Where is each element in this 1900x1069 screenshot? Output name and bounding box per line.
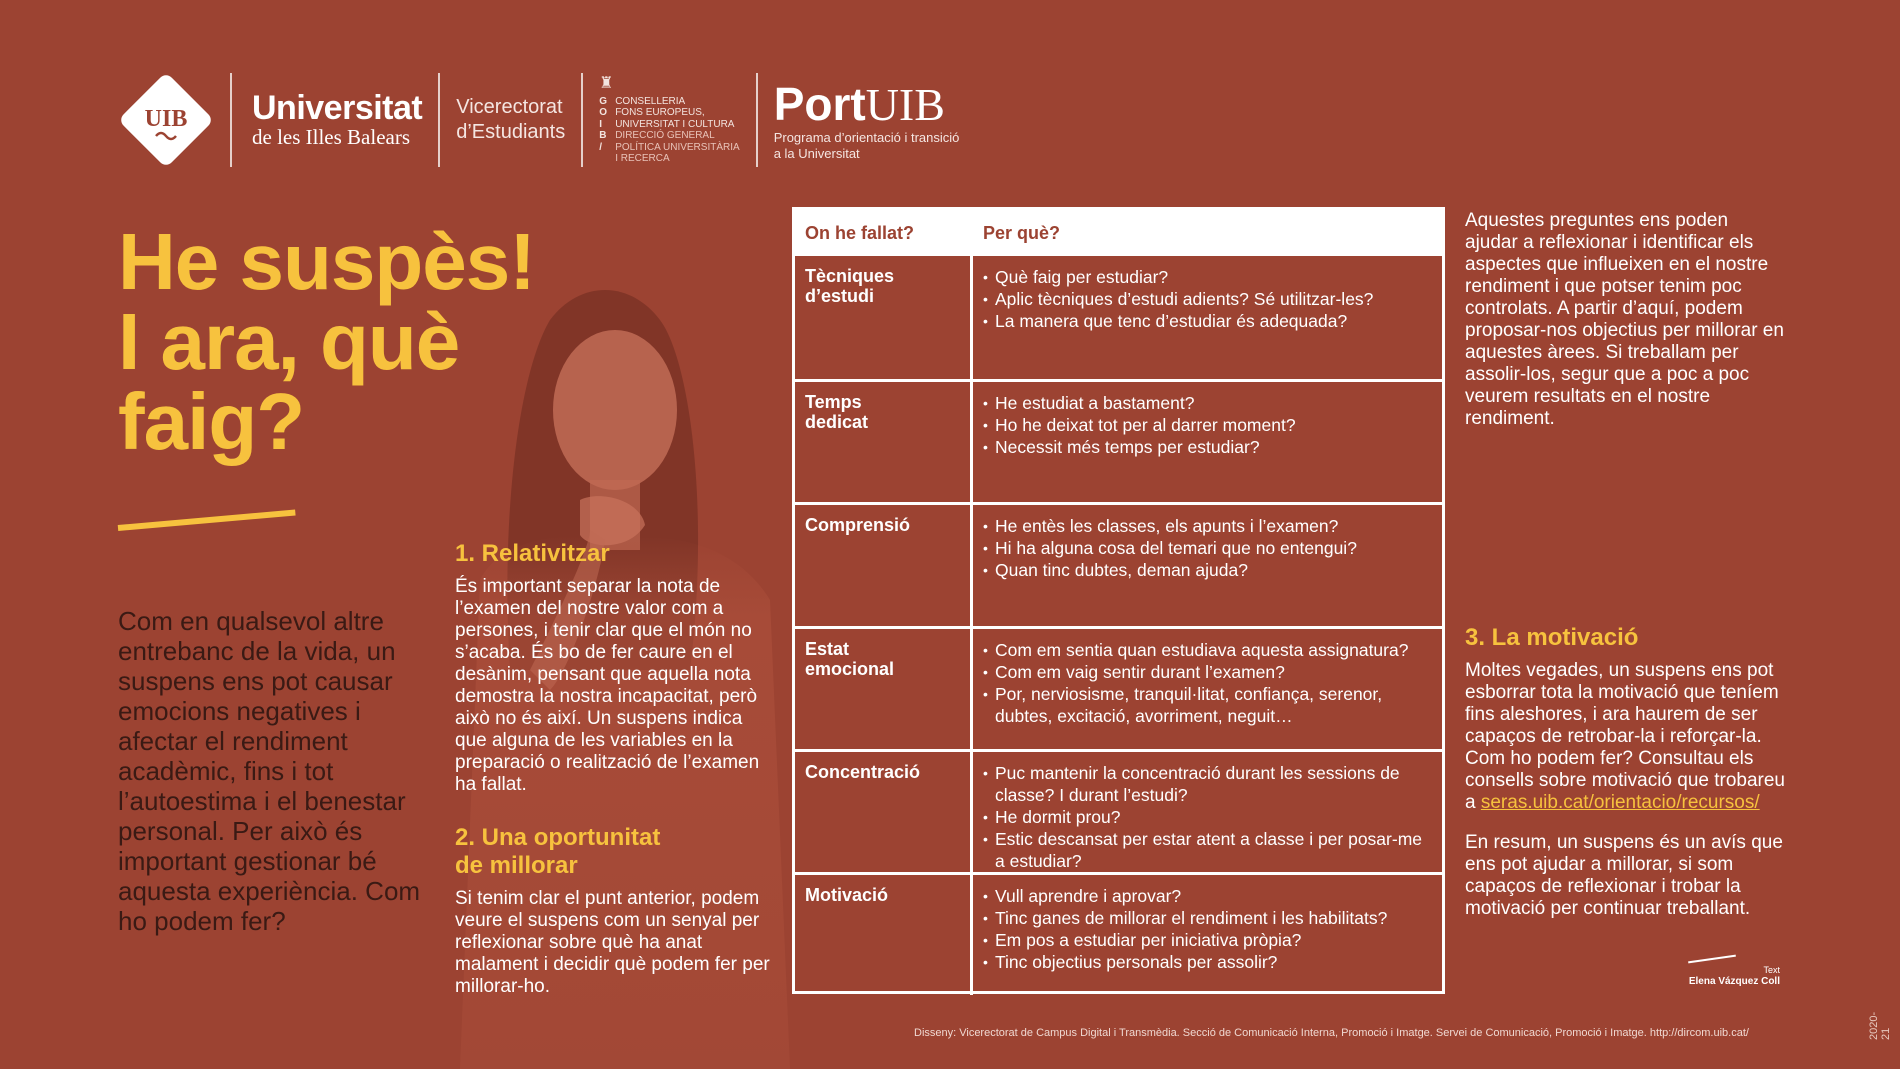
- headline: [118, 217, 558, 466]
- table-row-label: [795, 752, 973, 872]
- design-footer: Disseny: Vicerectorat de Campus Digital i Transmèdia. Secció de Comunicació Interna, Promoció i Imatge. Servei de Comunicació, Promoció i Imatge. http://dircom.uib.cat/: [914, 1027, 1749, 1039]
- question-item: • Què faig per estudiar?: [983, 266, 1432, 288]
- govern-letter: /: [599, 141, 602, 153]
- row-label-line2: dedicat: [805, 412, 869, 433]
- portuib-title: PortUIB: [773, 77, 945, 130]
- table-row-questions: [973, 752, 1442, 872]
- section2-title: [455, 824, 775, 880]
- year-label: 2020-21: [1868, 1011, 1892, 1040]
- row-label-line1: Comprensió: [805, 515, 911, 536]
- resources-link[interactable]: seras.uib.cat/orientacio/recursos/: [1480, 792, 1760, 813]
- question-item: • Ho he deixat tot per al darrer moment?: [983, 414, 1432, 436]
- question-item: • He dormit prou?: [983, 806, 1432, 828]
- table-row: [795, 872, 1442, 995]
- header-divider: [581, 73, 583, 167]
- table-header-col2: Per què?: [983, 222, 1061, 243]
- section1-body: És important separar la nota de l’examen del nostre valor com a persones, i tenir clar que el món no s’acaba. És bo de fer caure en el desànim, pensant que aquella nota demostra la nostra incapacitat, però això no és així. Un suspens indica que alguna de les variables en la preparació o realització de l’examen ha fallat.: [455, 576, 760, 795]
- portuib-logo: [774, 79, 960, 162]
- question-item: • Tinc ganes de millorar el rendiment i les habilitats?: [983, 907, 1432, 929]
- table-body: [795, 256, 1442, 995]
- question-item: • Por, nerviosisme, tranquil·litat, confiança, serenor, dubtes, excitació, avorriment, neguit…: [983, 683, 1432, 727]
- section3-summary: En resum, un suspens és un avís que ens pot ajudar a millorar, si som capaços de reflexionar i trobar la motivació per continuar treballant.: [1465, 832, 1783, 919]
- govern-letter: O: [599, 107, 607, 118]
- credit-divider: [1688, 955, 1736, 964]
- vicerectorat-line2: d’Estudiants: [456, 121, 566, 143]
- row-label-line1: Concentració: [805, 761, 921, 782]
- uib-logo-text: UIB: [144, 106, 188, 132]
- question-item: • Estic descansat per estar atent a classe i per posar-me a estudiar?: [983, 828, 1432, 872]
- section1-title: 1. Relativitzar: [455, 540, 610, 567]
- university-name-line1: Universitat: [252, 89, 423, 127]
- headline-line2: I ara, què: [118, 297, 460, 386]
- question-item: • Tinc objectius personals per assolir?: [983, 951, 1432, 973]
- row-label-line1: Temps: [805, 392, 862, 413]
- question-item: • He estudiat a bastament?: [983, 392, 1432, 414]
- table-header: [795, 210, 1442, 256]
- vicerectorat: [456, 95, 565, 145]
- headline-line1: He suspès!: [118, 217, 535, 306]
- govern-line: FONS EUROPEUS,: [615, 107, 705, 118]
- table-row-label: [795, 505, 973, 625]
- govern-lines: [615, 96, 739, 165]
- row-label-line1: Estat: [805, 638, 850, 659]
- table-row-questions: [973, 256, 1442, 379]
- table-row-label: [795, 256, 973, 379]
- govern-letter: G: [599, 95, 607, 107]
- govern-line: UNIVERSITAT I CULTURA: [615, 118, 735, 130]
- author-credit: [1640, 964, 1780, 988]
- row-label-line1: Motivació: [805, 884, 889, 905]
- table-row-label: [795, 629, 973, 749]
- section3-title: 3. La motivació: [1465, 624, 1639, 651]
- vicerectorat-line1: Vicerectorat: [456, 96, 563, 118]
- university-name: [252, 91, 422, 149]
- header-divider: [756, 73, 758, 167]
- table-row: [795, 626, 1442, 749]
- table-row: [795, 256, 1442, 379]
- govern-line: POLÍTICA UNIVERSITÀRIA: [615, 141, 740, 153]
- credit-label: Text: [1763, 965, 1780, 975]
- section2-title-line2: de millorar: [455, 852, 578, 879]
- govern-letter: I: [599, 118, 602, 130]
- accent-rule: [118, 509, 296, 530]
- headline-line3: faig?: [118, 377, 305, 466]
- question-item: • Aplic tècniques d’estudi adients? Sé utilitzar-les?: [983, 288, 1432, 310]
- table-row: [795, 502, 1442, 625]
- table-row-questions: [973, 875, 1442, 995]
- section2-title-line1: 2. Una oportunitat: [455, 824, 661, 851]
- university-name-line2: de les Illes Balears: [252, 125, 411, 149]
- section3-body-text: Moltes vegades, un suspens ens pot esborrar tota la motivació que teníem fins aleshores, i ara haurem de ser capaços de retrobar-la i reforçar-la. Com ho podem fer? Consultau els consells sobre motivació que trobareu a: [1465, 660, 1786, 813]
- govern-logo: [599, 76, 739, 165]
- table-row-questions: [973, 629, 1442, 749]
- intro-text: Com en qualsevol altre entrebanc de la vida, un suspens ens pot causar emocions negatives i afectar el rendiment acadèmic, fins i tot l’autoestima i el benestar personal. Per això és important gestionar bé aquesta experiència. Com ho podem fer?: [118, 606, 421, 936]
- table-row-label: [795, 875, 973, 995]
- govern-letter: B: [599, 130, 607, 141]
- table-row: [795, 379, 1442, 502]
- section3-body: [1465, 660, 1785, 814]
- section-motivacio: [1465, 624, 1785, 920]
- table-row-questions: [973, 505, 1442, 625]
- question-item: • Vull aprendre i aprovar?: [983, 885, 1432, 907]
- question-item: • Quan tinc dubtes, deman ajuda?: [983, 559, 1432, 581]
- govern-line: DIRECCIÓ GENERAL: [615, 130, 715, 141]
- credit-author: Elena Vázquez Coll: [1688, 976, 1780, 987]
- row-label-line1: Tècniques: [805, 266, 895, 286]
- table-row-questions: [973, 382, 1442, 502]
- header: [118, 70, 959, 170]
- question-item: • Hi ha alguna cosa del temari que no entengui?: [983, 537, 1432, 559]
- question-item: • Puc mantenir la concentració durant les sessions de classe? I durant l’estudi?: [983, 762, 1432, 806]
- section2-body: Si tenim clar el punt anterior, podem veure el suspens com un senyal per reflexionar sobre què ha anat malament i decidir què podem fer per millorar-ho.: [455, 888, 770, 997]
- question-item: • La manera que tenc d’estudiar és adequada?: [983, 310, 1432, 332]
- header-divider: [230, 73, 232, 167]
- govern-letters: [599, 76, 615, 165]
- table-header-col1: On he fallat?: [805, 222, 915, 243]
- question-item: • Com em vaig sentir durant l’examen?: [983, 661, 1432, 683]
- section-relativitzar: [455, 540, 775, 796]
- uib-logo: [118, 72, 214, 168]
- portuib-subtitle-line1: Programa d’orientació i transició: [773, 129, 960, 145]
- portuib-subtitle-line2: a la Universitat: [773, 145, 860, 161]
- question-item: • Com em sentia quan estudiava aquesta assignatura?: [983, 639, 1432, 661]
- crest-icon: ♜: [599, 74, 614, 92]
- govern-line: I RECERCA: [615, 153, 670, 164]
- reflection-table: [792, 207, 1445, 994]
- row-label-line2: d’estudi: [805, 286, 875, 306]
- table-row-label: [795, 382, 973, 502]
- header-divider: [438, 73, 440, 167]
- right-intro-text: Aquestes preguntes ens poden ajudar a reflexionar i identificar els aspectes que influeixen en el nostre rendiment i que potser tenim poc controlats. A partir d’aquí, podem proposar-nos objectius per millorar en aquestes àrees. Si treballam per assolir-los, segur que a poc a poc veurem resultats en el nostre rendiment.: [1465, 210, 1784, 429]
- table-row: [795, 749, 1442, 872]
- question-item: • He entès les classes, els apunts i l’examen?: [983, 515, 1432, 537]
- govern-line: CONSELLERIA: [615, 95, 686, 107]
- section-oportunitat: [455, 824, 775, 998]
- question-item: • Necessit més temps per estudiar?: [983, 436, 1432, 458]
- row-label-line2: emocional: [805, 658, 895, 679]
- question-item: • Em pos a estudiar per iniciativa pròpia?: [983, 929, 1432, 951]
